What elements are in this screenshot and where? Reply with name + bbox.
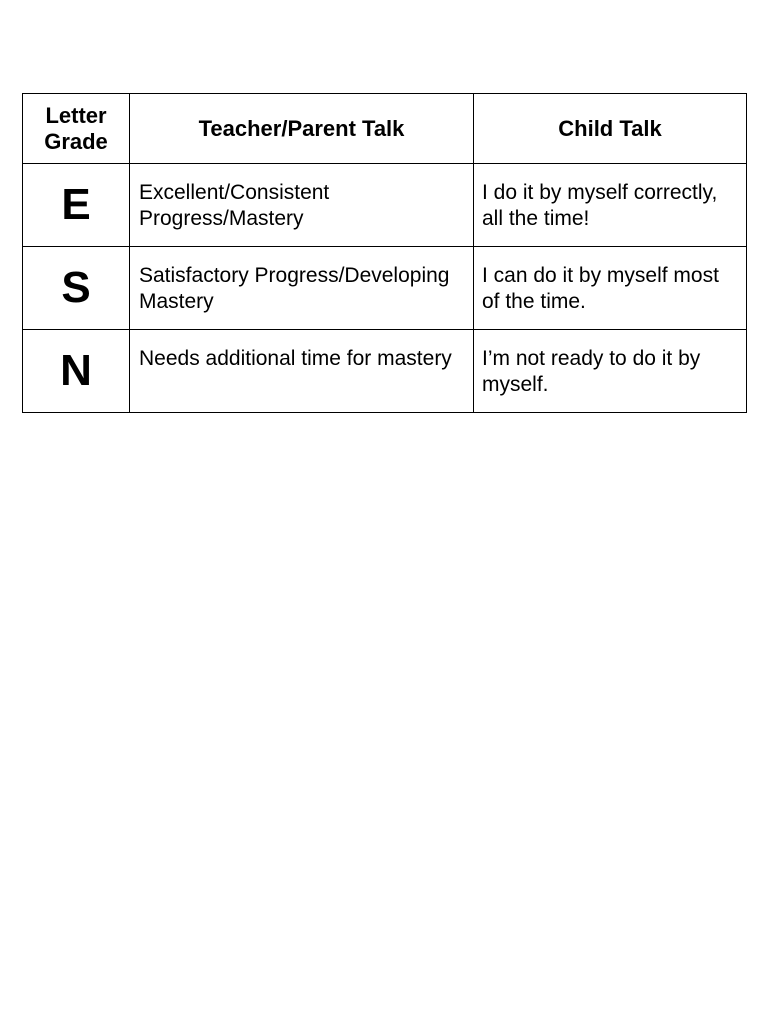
child-description: I do it by myself correctly, all the time! [474,164,747,247]
table-row [23,247,747,330]
teacher-parent-description: Needs additional time for mastery [130,330,474,413]
table-row [23,330,747,413]
header-letter-grade-line1: Letter [45,102,107,128]
grade-letter: S [23,247,130,330]
header-teacher-parent-talk: Teacher/Parent Talk [130,94,474,164]
table-row [23,164,747,247]
teacher-parent-description: Excellent/Consistent Progress/Mastery [130,164,474,247]
table-header [23,94,747,164]
header-row [23,94,747,164]
header-letter-grade [23,94,130,164]
header-letter-grade-line2: Grade [44,128,108,154]
grading-scale-table [22,93,747,413]
teacher-parent-description: Satisfactory Progress/Developing Mastery [130,247,474,330]
child-description: I’m not ready to do it by myself. [474,330,747,413]
child-description: I can do it by myself most of the time. [474,247,747,330]
grade-letter: E [23,164,130,247]
table-body [23,164,747,413]
header-child-talk: Child Talk [474,94,747,164]
grade-letter: N [23,330,130,413]
